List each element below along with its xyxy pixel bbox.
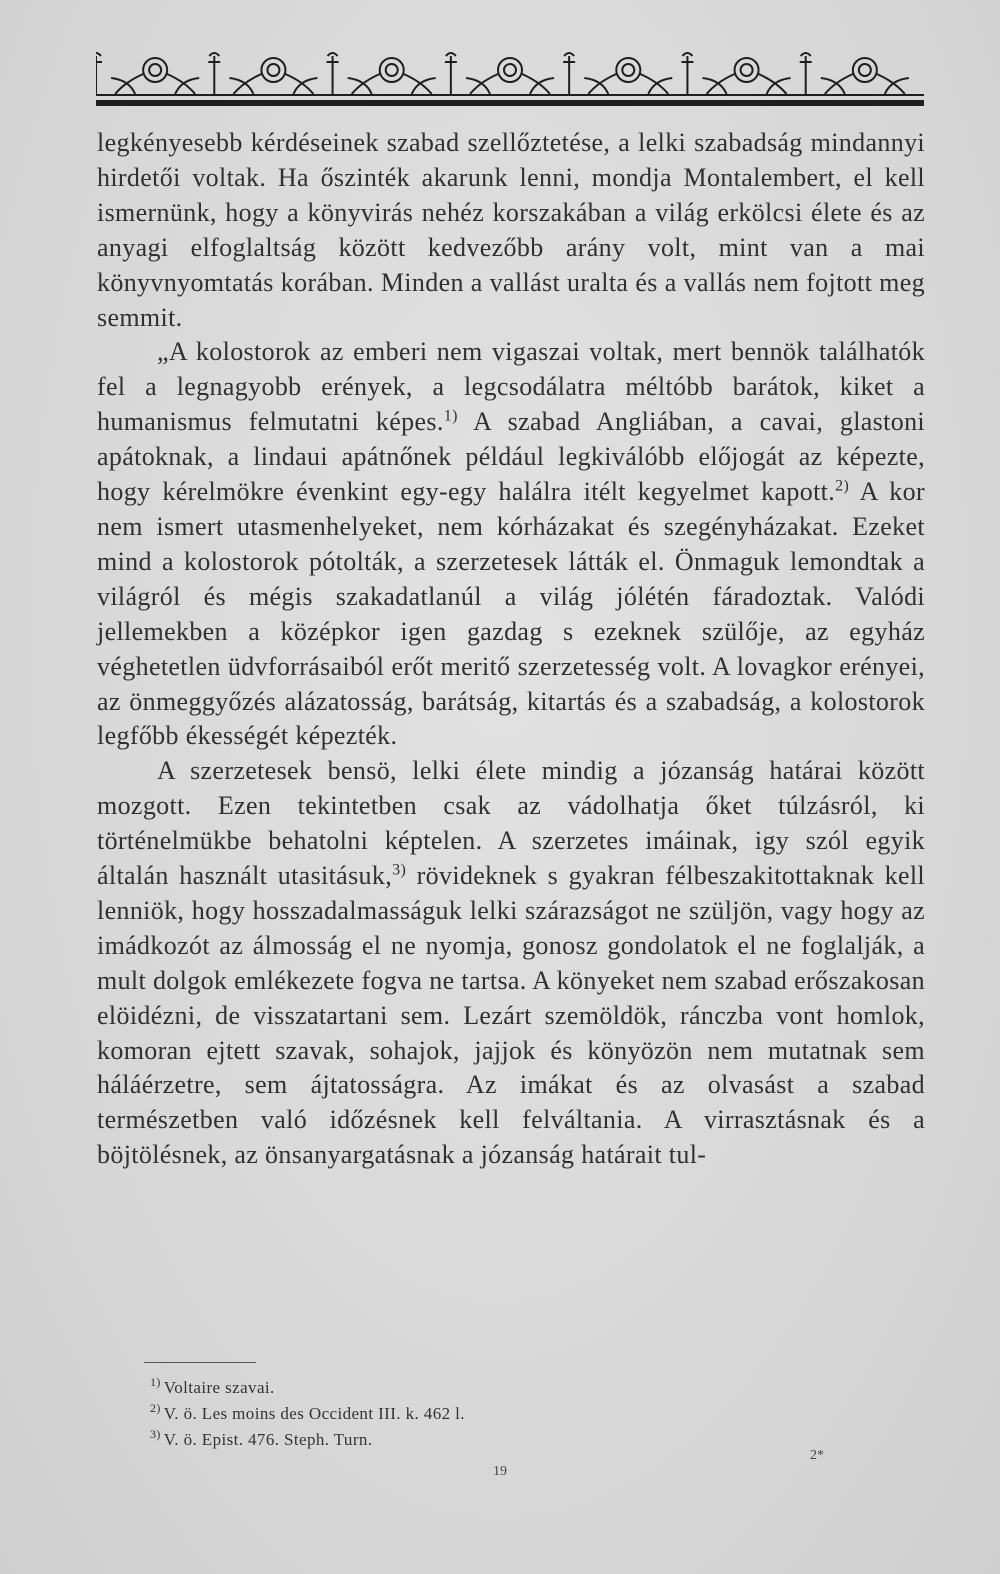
footnotes bbox=[150, 1375, 850, 1453]
page-number: 19 bbox=[493, 1464, 507, 1479]
paragraph bbox=[97, 754, 925, 1173]
paragraph bbox=[97, 126, 925, 335]
footnote-reference: 1) bbox=[443, 407, 458, 425]
paragraph-text: A kor nem ismert utasmenhelyeket, nem kórházakat és szegényházakat. Ezeket mind a kolostorok pótolták, a szerzetesek látták el. Önmaguk lemondtak a világról és mégis szakadatlanúl a világ jólétén fáradoztak. Valódi jellemekben a középkor igen gazdag s ezeknek szülője, az egyház véghetetlen üdvforrásaiból erőt meritő szerzetesség volt. A lovagkor erényei, az önmeggyőzés alázatosság, barátság, kitartás és a szabadság, a kolostorok legfőbb ékességét képezték. bbox=[97, 477, 925, 751]
paragraph-text: „A kolostorok az emberi nem vigaszai voltak, mert bennök találhatók fel a legnagyobb erények, a legcsodálatra méltóbb barátok, kiket a humanismus felmutatni képes. bbox=[97, 337, 925, 437]
footnote-text: V. ö. Les moins des Occident III. k. 462 l. bbox=[163, 1404, 465, 1423]
main-text bbox=[97, 126, 925, 1173]
paragraph-text: legkényesebb kérdéseinek szabad szellőztetése, a lelki szabadság mindannyi hirdetői voltak. Ha őszinték akarunk lenni, mondja Montalembert, el kell ismernünk, hogy a könyvirás nehéz korszakában a világ erkölcsi élete és az anyagi elfoglaltság között kedvezőbb arány volt, mint van a mai könyvnyomtatás korában. Minden a vallást uralta és a vallás nem fojtott meg semmit. bbox=[97, 128, 925, 332]
paragraph-text: rövideknek s gyakran félbeszakitottaknak kell lenniök, hogy hosszadalmasságuk lelki szárazságot ne szüljön, vagy hogy az imádkozót az álmosság el ne nyomja, gonosz gondolatok el ne foglalják, a mult dolgok emlékezete fogva ne tartsa. A könyeket nem szabad erőszakosan elöidézni, de visszatartani sem. Lezárt szemöldök, ránczba vont homlok, komoran ejtett szavak, sohajok, jajjok és könyözön nem mutatnak sem háláérzetre, sem ájtatosságra. Az imákat és az olvasást a szabad természetben való időzésnek kell felváltania. A virrasztásnak és a böjtölésnek, az önsanyargatásnak a józanság határait tul- bbox=[97, 861, 926, 1170]
footnote-text: V. ö. Epist. 476. Steph. Turn. bbox=[163, 1430, 373, 1449]
floral-ornament-icon bbox=[96, 50, 924, 108]
paragraph-text: A szerzetesek bensö, lelki élete mindig a józanság határai között mozgott. Ezen tekintetben csak az vádolhatja őket túlzásról, ki történelmükbe behatolni képtelen. A szerzetes imáinak, igy szól egyik általán használt utasitásuk, bbox=[97, 756, 925, 891]
footnote-reference: 3) bbox=[392, 861, 407, 879]
paragraph bbox=[97, 335, 925, 754]
footnote-divider bbox=[144, 1362, 256, 1363]
footnote-mark: 1) bbox=[150, 1375, 161, 1390]
paragraph-text: A szabad Angliában, a cavai, glastoni apátoknak, a lindaui apátnőnek például legkiválóbb előjogát az képezte, hogy kérelmökre évenkint egy-egy halálra itélt kegyelmet kapott. bbox=[97, 407, 925, 507]
footnote bbox=[150, 1427, 850, 1453]
signature-mark: 2* bbox=[810, 1448, 824, 1463]
footnote bbox=[150, 1401, 850, 1427]
footnote-text: Voltaire szavai. bbox=[163, 1378, 275, 1397]
footnote-mark: 2) bbox=[150, 1401, 161, 1416]
footnote-mark: 3) bbox=[150, 1427, 161, 1442]
footnote bbox=[150, 1375, 850, 1401]
footnote-reference: 2) bbox=[835, 477, 850, 495]
